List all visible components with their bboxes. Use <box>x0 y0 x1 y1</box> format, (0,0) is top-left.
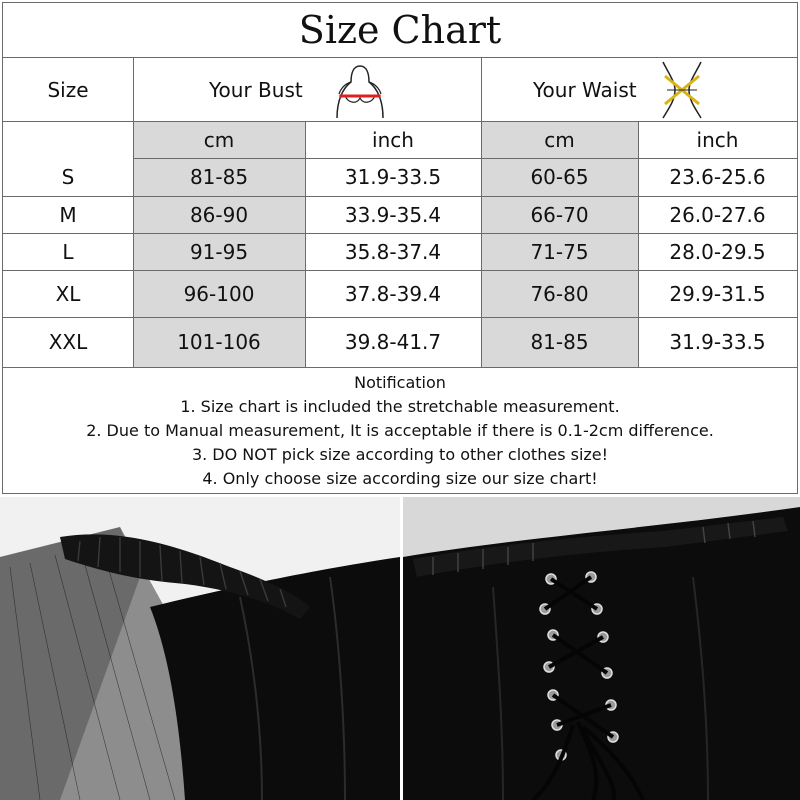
bust-measure-icon <box>325 60 395 120</box>
waist-inch-cell: 26.0-27.6 <box>669 202 766 227</box>
bust-inch-cell: 35.8-37.4 <box>344 239 442 264</box>
column-divider <box>133 58 134 367</box>
row-divider <box>3 270 797 271</box>
bust-cm-cell: 86-90 <box>189 202 249 227</box>
column-divider <box>481 58 482 367</box>
bust-inch-cell: 33.9-35.4 <box>344 202 442 227</box>
size-cell: XXL <box>48 330 88 354</box>
size-cell: XL <box>55 281 81 306</box>
product-photos <box>0 497 800 800</box>
waist-inch-cell: 29.9-31.5 <box>669 281 766 306</box>
notification-panel <box>3 368 797 493</box>
size-chart-table <box>2 2 798 494</box>
waist-inch-cell: 31.9-33.5 <box>669 330 766 354</box>
size-cell: S <box>61 165 75 189</box>
row-divider <box>3 121 797 122</box>
size-cell: L <box>62 239 74 264</box>
size-cell: M <box>59 202 77 227</box>
corset-front-mesh-sleeve-photo <box>0 497 400 800</box>
waist-inch-cell: 23.6-25.6 <box>669 165 766 189</box>
waist-cm-unit: cm <box>544 128 575 152</box>
waist-inch-cell: 28.0-29.5 <box>669 239 766 264</box>
waist-measure-icon <box>655 60 709 120</box>
bust-inch-unit: inch <box>372 128 414 152</box>
waist-cm-cell: 81-85 <box>530 330 589 354</box>
waist-cm-cell: 76-80 <box>530 281 589 306</box>
bust-header-label: Your Bust <box>209 78 303 102</box>
waist-header-label: Your Waist <box>533 78 637 102</box>
row-divider <box>3 196 797 197</box>
waist-cm-cell: 66-70 <box>530 202 589 227</box>
notification-line: 4. Only choose size according size our size chart! <box>202 468 598 488</box>
waist-cm-cell: 71-75 <box>530 239 589 264</box>
waist-inch-unit: inch <box>696 128 739 152</box>
notification-line: 2. Due to Manual measurement, It is acceptable if there is 0.1-2cm difference. <box>86 420 714 440</box>
bust-cm-cell: 81-85 <box>189 165 249 189</box>
row-divider <box>3 233 797 234</box>
notification-line: 1. Size chart is included the stretchable measurement. <box>180 396 620 416</box>
bust-cm-unit: cm <box>203 128 235 152</box>
waist-cm-cell: 60-65 <box>530 165 589 189</box>
row-divider <box>3 317 797 318</box>
size-header: Size <box>47 78 89 102</box>
bust-cm-cell: 91-95 <box>189 239 249 264</box>
bust-cm-cell: 96-100 <box>183 281 255 306</box>
bust-header <box>209 58 303 122</box>
corset-back-lacing-photo <box>403 497 800 800</box>
bust-cm-cell: 101-106 <box>177 330 261 354</box>
notification-heading: Notification <box>354 372 446 392</box>
waist-header <box>533 58 637 122</box>
bust-inch-cell: 31.9-33.5 <box>344 165 442 189</box>
notification-line: 3. DO NOT pick size according to other clothes size! <box>191 444 609 464</box>
bust-inch-cell: 37.8-39.4 <box>344 281 442 306</box>
chart-title: Size Chart <box>3 3 797 58</box>
bust-inch-cell: 39.8-41.7 <box>344 330 442 354</box>
row-divider <box>133 158 797 159</box>
